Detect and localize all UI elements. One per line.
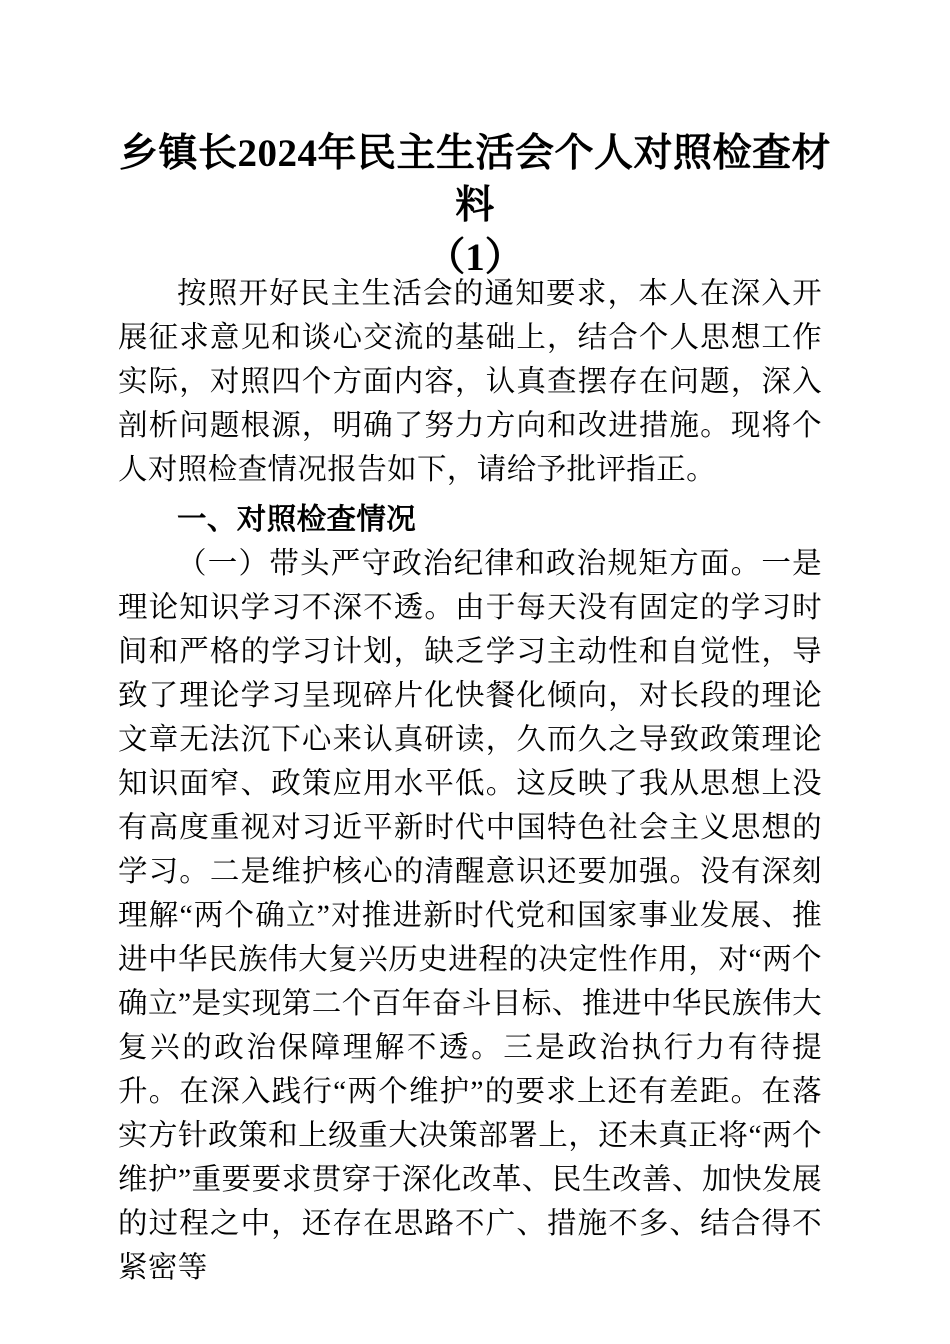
page-title — [118, 128, 832, 284]
section-heading-1: 一、对照检查情况 — [177, 503, 417, 536]
document-body — [118, 272, 822, 1290]
page-title-subtitle: （1） — [426, 236, 524, 279]
paragraph-preamble: 按照开好民主生活会的通知要求，本人在深入开展征求意见和谈心交流的基础上，结合个人思想工作实际，对照四个方面内容，认真查摆存在问题，深入剖析问题根源，明确了努力方向和改进措施。现将个人对照检查情况报告如下，请给予批评指正。 — [118, 278, 822, 486]
page-title-main: 乡镇长2024年民主生活会个人对照检查材料 — [118, 132, 831, 227]
section-1-item-a: （一）带头严守政治纪律和政治规矩方面。一是理论知识学习不深不透。由于每天没有固定的学习时间和严格的学习计划，缺乏学习主动性和自觉性，导致了理论学习呈现碎片化快餐化倾向，对长段的理论文章无法沉下心来认真研读，久而久之导致政策理论知识面窄、政策应用水平低。这反映了我从思想上没有高度重视对习近平新时代中国特色社会主义思想的学习。二是维护核心的清醒意识还要加强。没有深刻理解“两个确立”对推进新时代党和国家事业发展、推进中华民族伟大复兴历史进程的决定性作用，对“两个确立”是实现第二个百年奋斗目标、推进中华民族伟大复兴的政治保障理解不透。三是政治执行力有待提升。在深入践行“两个维护”的要求上还有差距。在落实方针政策和上级重大决策部署上，还未真正将“两个维护”重要要求贯穿于深化改革、民生改善、加快发展的过程之中，还存在思路不广、措施不多、结合得不紧密等 — [118, 548, 822, 1284]
